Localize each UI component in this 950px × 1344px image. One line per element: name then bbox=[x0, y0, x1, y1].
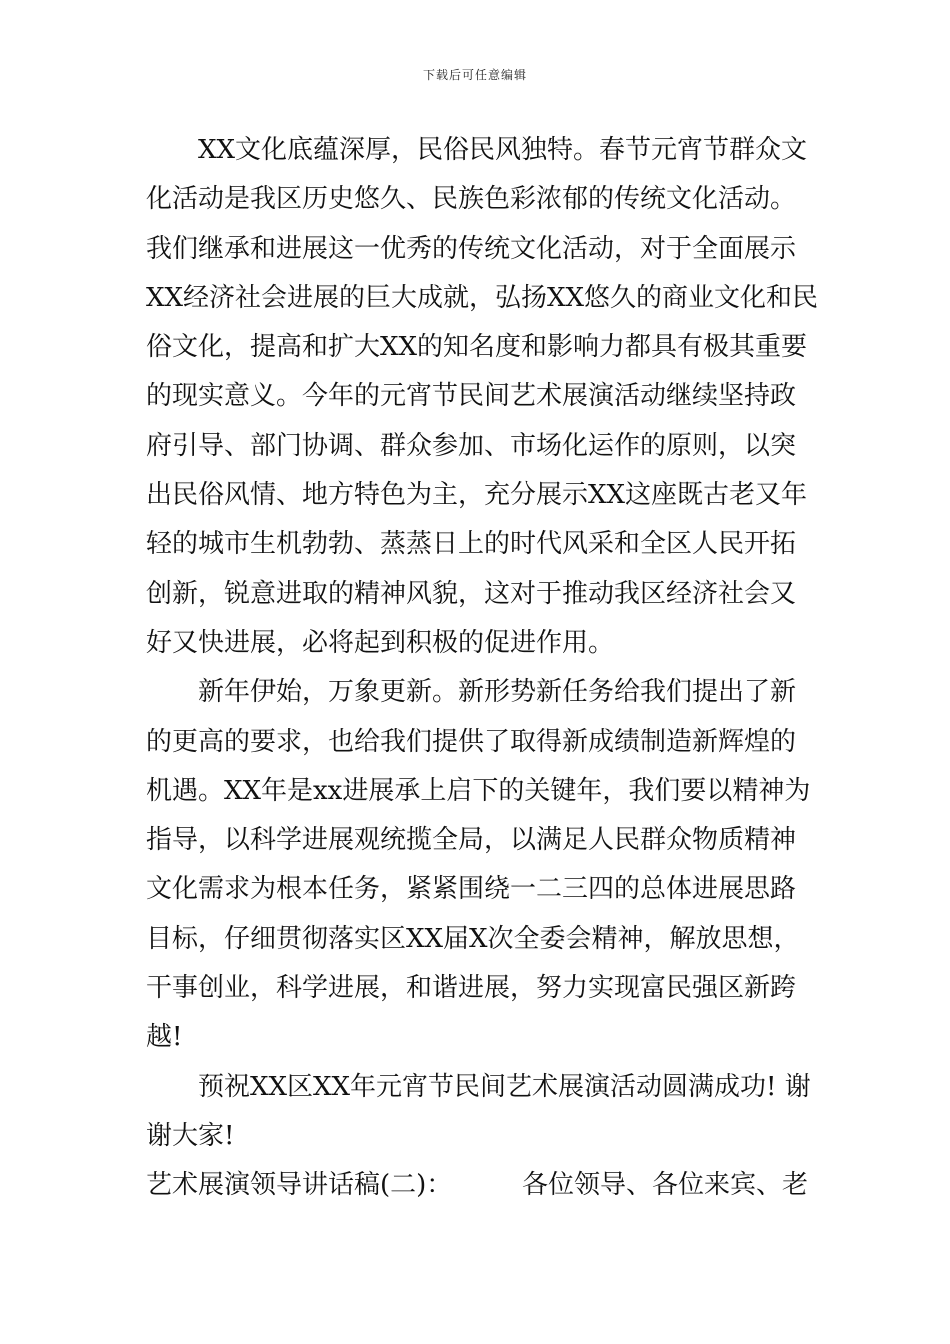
text-line: 目标，仔细贯彻落实区XX届X次全委会精神，解放思想， bbox=[146, 923, 800, 954]
text-line: 预祝XX区XX年元宵节民间艺术展演活动圆满成功! 谢 bbox=[198, 1071, 811, 1102]
document-body bbox=[146, 126, 819, 1211]
text-line: 府引导、部门协调、群众参加、市场化运作的原则，以突 bbox=[146, 430, 797, 461]
section-heading: 艺术展演领导讲话稿(二)： bbox=[146, 1170, 453, 1201]
section-heading-line bbox=[146, 1161, 808, 1210]
text-line: 创新，锐意进取的精神风貌，这对于推动我区经济社会又 bbox=[146, 578, 797, 609]
text-line: 出民俗风情、地方特色为主，充分展示XX这座既古老又年 bbox=[146, 480, 808, 511]
text-line: 的现实意义。今年的元宵节民间艺术展演活动继续坚持政 bbox=[146, 381, 797, 412]
download-note: 下载后可任意编辑 bbox=[422, 68, 527, 82]
text-line: 轻的城市生机勃勃、蒸蒸日上的时代风采和全区人民开拓 bbox=[146, 529, 797, 560]
text-line: 谢大家! bbox=[146, 1120, 235, 1151]
text-line: 好又快进展，必将起到积极的促进作用。 bbox=[146, 627, 615, 658]
salutation-text: 各位领导、各位来宾、老 bbox=[521, 1170, 808, 1201]
text-line: 我们继承和进展这一优秀的传统文化活动，对于全面展示 bbox=[146, 233, 797, 264]
text-line: XX经济社会进展的巨大成就，弘扬XX悠久的商业文化和民 bbox=[146, 282, 819, 313]
text-line: 指导，以科学进展观统揽全局，以满足人民群众物质精神 bbox=[146, 825, 797, 856]
text-line: 俗文化，提高和扩大XX的知名度和影响力都具有极其重要 bbox=[146, 332, 808, 363]
text-line: 化活动是我区历史悠久、民族色彩浓郁的传统文化活动。 bbox=[146, 184, 797, 215]
text-line: 新年伊始，万象更新。新形势新任务给我们提出了新 bbox=[198, 677, 797, 708]
text-line: 越! bbox=[146, 1022, 183, 1053]
text-line: 干事创业，科学进展，和谐进展，努力实现富民强区新跨 bbox=[146, 973, 797, 1004]
text-line: XX文化底蕴深厚，民俗民风独特。春节元宵节群众文 bbox=[198, 135, 808, 165]
text-line: 的更高的要求，也给我们提供了取得新成绩制造新辉煌的 bbox=[146, 726, 797, 757]
text-line: 机遇。XX年是xx进展承上启下的关键年，我们要以精神为 bbox=[146, 775, 811, 806]
text-line: 文化需求为根本任务，紧紧围绕一二三四的总体进展思路 bbox=[146, 874, 797, 905]
